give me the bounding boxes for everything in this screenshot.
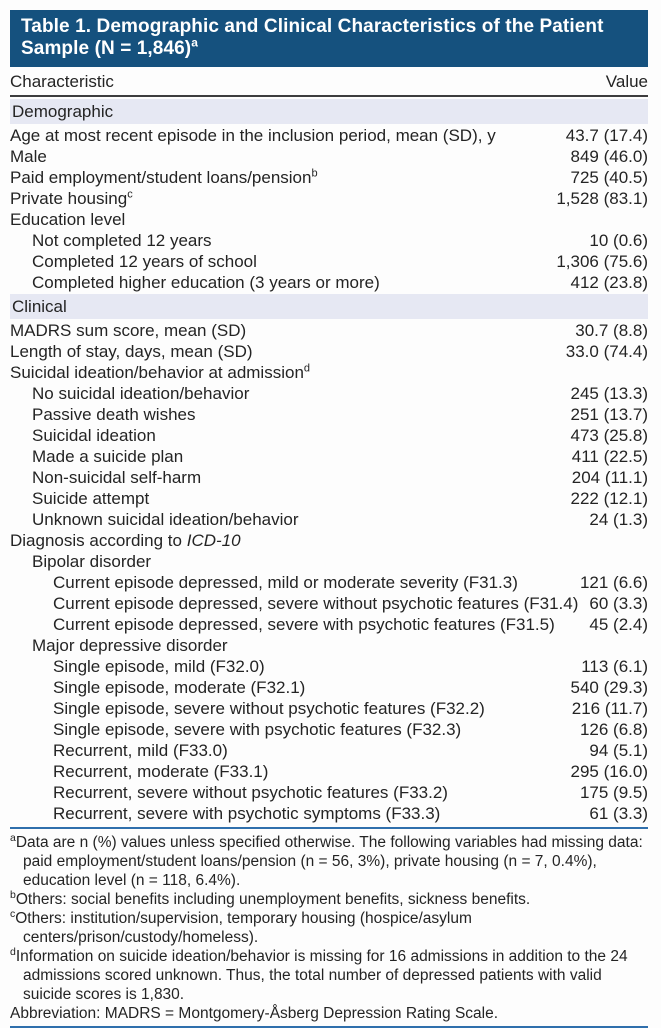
row-label [10, 341, 253, 362]
footnotes [10, 829, 648, 1023]
column-header-row [10, 67, 648, 97]
row-label-text: Diagnosis according to [10, 531, 187, 550]
footnote-text: Others: social benefits including unemployment benefits, sickness benefits. [15, 891, 531, 908]
row-label [10, 146, 47, 167]
row-label [10, 230, 212, 251]
row-value: 849 (46.0) [570, 147, 648, 166]
row-label-text: Private housing [10, 189, 128, 208]
row-value: 1,306 (75.6) [556, 252, 648, 271]
row-label [10, 698, 485, 719]
table-row [10, 209, 648, 230]
row-label-text: Completed 12 years of school [32, 252, 257, 271]
row-label-text: No suicidal ideation/behavior [32, 384, 250, 403]
footnote-text: Data are n (%) values unless specified otherwise. The following variables had missing data: paid employment/student loans/pension (n = 56, 3%), private housing (n = 7, 0.4%), education level (n = 118, 6.4%). [15, 834, 643, 889]
table-row [10, 572, 648, 593]
table-row [10, 782, 648, 803]
row-value: 61 (3.3) [589, 804, 648, 823]
row-label-superscript: c [127, 188, 133, 201]
table-row [10, 320, 648, 341]
row-label [10, 677, 305, 698]
row-label [10, 719, 461, 740]
footnote-marker: c [10, 907, 16, 920]
row-value: 251 (13.7) [570, 405, 648, 424]
row-value: 725 (40.5) [570, 168, 648, 187]
row-label-text: Education level [10, 210, 126, 229]
footnote-marker: b [10, 888, 16, 901]
row-value: 94 (5.1) [589, 741, 648, 760]
table-row [10, 761, 648, 782]
table-row [10, 551, 648, 572]
row-value: 204 (11.1) [571, 468, 648, 487]
row-value: 245 (13.3) [570, 384, 648, 403]
table-row [10, 803, 648, 824]
table-row [10, 593, 648, 614]
table-row [10, 125, 648, 146]
row-label-text: Current episode depressed, mild or moderate severity (F31.3) [53, 573, 518, 592]
row-value: 540 (29.3) [570, 678, 648, 697]
row-value: 473 (25.8) [570, 426, 648, 445]
row-label-text: Single episode, severe without psychotic features (F32.2) [53, 699, 485, 718]
table-row [10, 614, 648, 635]
row-label [10, 488, 149, 509]
table-title: Table 1. Demographic and Clinical Characteristics of the Patient Sample (N = 1,846) [21, 16, 604, 59]
row-label-text: Passive death wishes [32, 405, 196, 424]
row-label-text: Paid employment/student loans/pension [10, 168, 312, 187]
table-title-bar [10, 10, 648, 67]
row-label-text: Recurrent, moderate (F33.1) [53, 762, 269, 781]
table-title-superscript: a [191, 35, 199, 50]
section-row [10, 99, 648, 124]
row-label-text: Current episode depressed, severe with psychotic features (F31.5) [53, 615, 555, 634]
row-value: 411 (22.5) [571, 447, 648, 466]
table-row [10, 530, 648, 551]
footnote [10, 890, 648, 909]
row-label-text: MADRS sum score, mean (SD) [10, 321, 247, 340]
footnote-text: Information on suicide ideation/behavior is missing for 16 admissions in addition to the 24 admissions scored unknown. Thus, the total number of depressed patients with valid suicide scores is 1,830. [15, 948, 628, 1003]
row-label-text: Suicidal ideation [32, 426, 156, 445]
row-value: 33.0 (74.4) [565, 342, 648, 361]
row-label [10, 272, 380, 293]
row-label-text: Single episode, mild (F32.0) [53, 657, 265, 676]
footnote [10, 909, 648, 947]
table-row [10, 341, 648, 362]
row-value: 45 (2.4) [589, 615, 648, 634]
row-label [10, 656, 265, 677]
row-label-text: Bipolar disorder [32, 552, 152, 571]
row-value: 216 (11.7) [571, 699, 648, 718]
row-label-text: Suicide attempt [32, 489, 150, 508]
row-value: 113 (6.1) [581, 657, 648, 676]
row-label-text: Current episode depressed, severe without psychotic features (F31.4) [53, 594, 579, 613]
abbreviation-note: Abbreviation: MADRS = Montgomery-Åsberg Depression Rating Scale. [10, 1005, 499, 1022]
row-label-text: Not completed 12 years [32, 231, 212, 250]
row-value: 30.7 (8.8) [575, 321, 648, 340]
row-label [10, 209, 125, 230]
footnote-marker: a [10, 831, 16, 844]
row-label [10, 425, 156, 446]
row-label-text: Recurrent, severe with psychotic symptoms (F33.3) [53, 804, 441, 823]
footnote-marker: d [10, 945, 16, 958]
row-value: 1,528 (83.1) [556, 189, 648, 208]
row-label [10, 551, 151, 572]
table-row [10, 251, 648, 272]
row-label-text: Major depressive disorder [32, 636, 228, 655]
row-label [10, 530, 241, 551]
table-row [10, 167, 648, 188]
row-label-text: Length of stay, days, mean (SD) [10, 342, 253, 361]
row-label-italic: ICD-10 [186, 531, 241, 550]
row-value: 295 (16.0) [570, 762, 648, 781]
row-label [10, 167, 318, 188]
row-label-text: Unknown suicidal ideation/behavior [32, 510, 299, 529]
row-value: 24 (1.3) [589, 510, 648, 529]
row-value: 126 (6.8) [579, 720, 648, 739]
table-row [10, 509, 648, 530]
row-value: 43.7 (17.4) [565, 126, 648, 145]
row-label [10, 593, 578, 614]
row-label [10, 383, 249, 404]
table-row [10, 467, 648, 488]
row-label [10, 635, 228, 656]
table-row [10, 656, 648, 677]
table-row [10, 488, 648, 509]
row-label-superscript: d [303, 362, 311, 375]
row-label [10, 251, 257, 272]
row-value: 121 (6.6) [579, 573, 648, 592]
row-label [10, 446, 183, 467]
table-row [10, 383, 648, 404]
table-row [10, 698, 648, 719]
row-value: 222 (12.1) [570, 489, 648, 508]
section-row [10, 294, 648, 319]
row-label-text: Single episode, moderate (F32.1) [53, 678, 306, 697]
table-row [10, 404, 648, 425]
section-label: Demographic [12, 102, 114, 121]
row-label [10, 509, 299, 530]
footnote-text: Others: institution/supervision, temporary housing (hospice/asylum centers/prison/custody/homeless). [15, 910, 472, 946]
row-value: 412 (23.8) [570, 273, 648, 292]
row-label [10, 782, 448, 803]
row-label-text: Age at most recent episode in the inclusion period, mean (SD), y [10, 126, 496, 145]
table-row [10, 146, 648, 167]
table-row [10, 740, 648, 761]
row-label-text: Recurrent, mild (F33.0) [53, 741, 228, 760]
row-label [10, 362, 310, 383]
row-label [10, 740, 228, 761]
row-label-superscript: b [311, 167, 318, 180]
row-label [10, 404, 195, 425]
footnote [10, 833, 648, 890]
row-label-text: Suicidal ideation/behavior at admission [10, 363, 304, 382]
characteristic-column-header: Characteristic [10, 72, 114, 91]
table-row [10, 677, 648, 698]
table-row [10, 188, 648, 209]
row-label-text: Single episode, severe with psychotic features (F32.3) [53, 720, 462, 739]
row-label [10, 614, 555, 635]
row-label-text: Recurrent, severe without psychotic features (F33.2) [53, 783, 448, 802]
row-label-text: Completed higher education (3 years or more) [32, 273, 380, 292]
table-row [10, 425, 648, 446]
row-value: 10 (0.6) [589, 231, 648, 250]
row-label [10, 188, 133, 209]
table-row [10, 635, 648, 656]
footnote-list [10, 833, 648, 1004]
section-label: Clinical [12, 297, 67, 316]
row-value: 175 (9.5) [579, 783, 648, 802]
row-label [10, 467, 201, 488]
row-label [10, 572, 518, 593]
row-label-text: Non-suicidal self-harm [32, 468, 202, 487]
table-row [10, 272, 648, 293]
value-column-header: Value [605, 72, 648, 91]
row-label [10, 803, 440, 824]
row-label [10, 761, 268, 782]
row-label-text: Male [10, 147, 47, 166]
footnote [10, 947, 648, 1004]
row-label [10, 320, 246, 341]
table-row [10, 230, 648, 251]
table-row [10, 362, 648, 383]
row-label [10, 125, 496, 146]
table-row [10, 719, 648, 740]
row-label-text: Made a suicide plan [32, 447, 184, 466]
table-row [10, 446, 648, 467]
table-body [10, 97, 648, 824]
row-value: 60 (3.3) [589, 594, 648, 613]
